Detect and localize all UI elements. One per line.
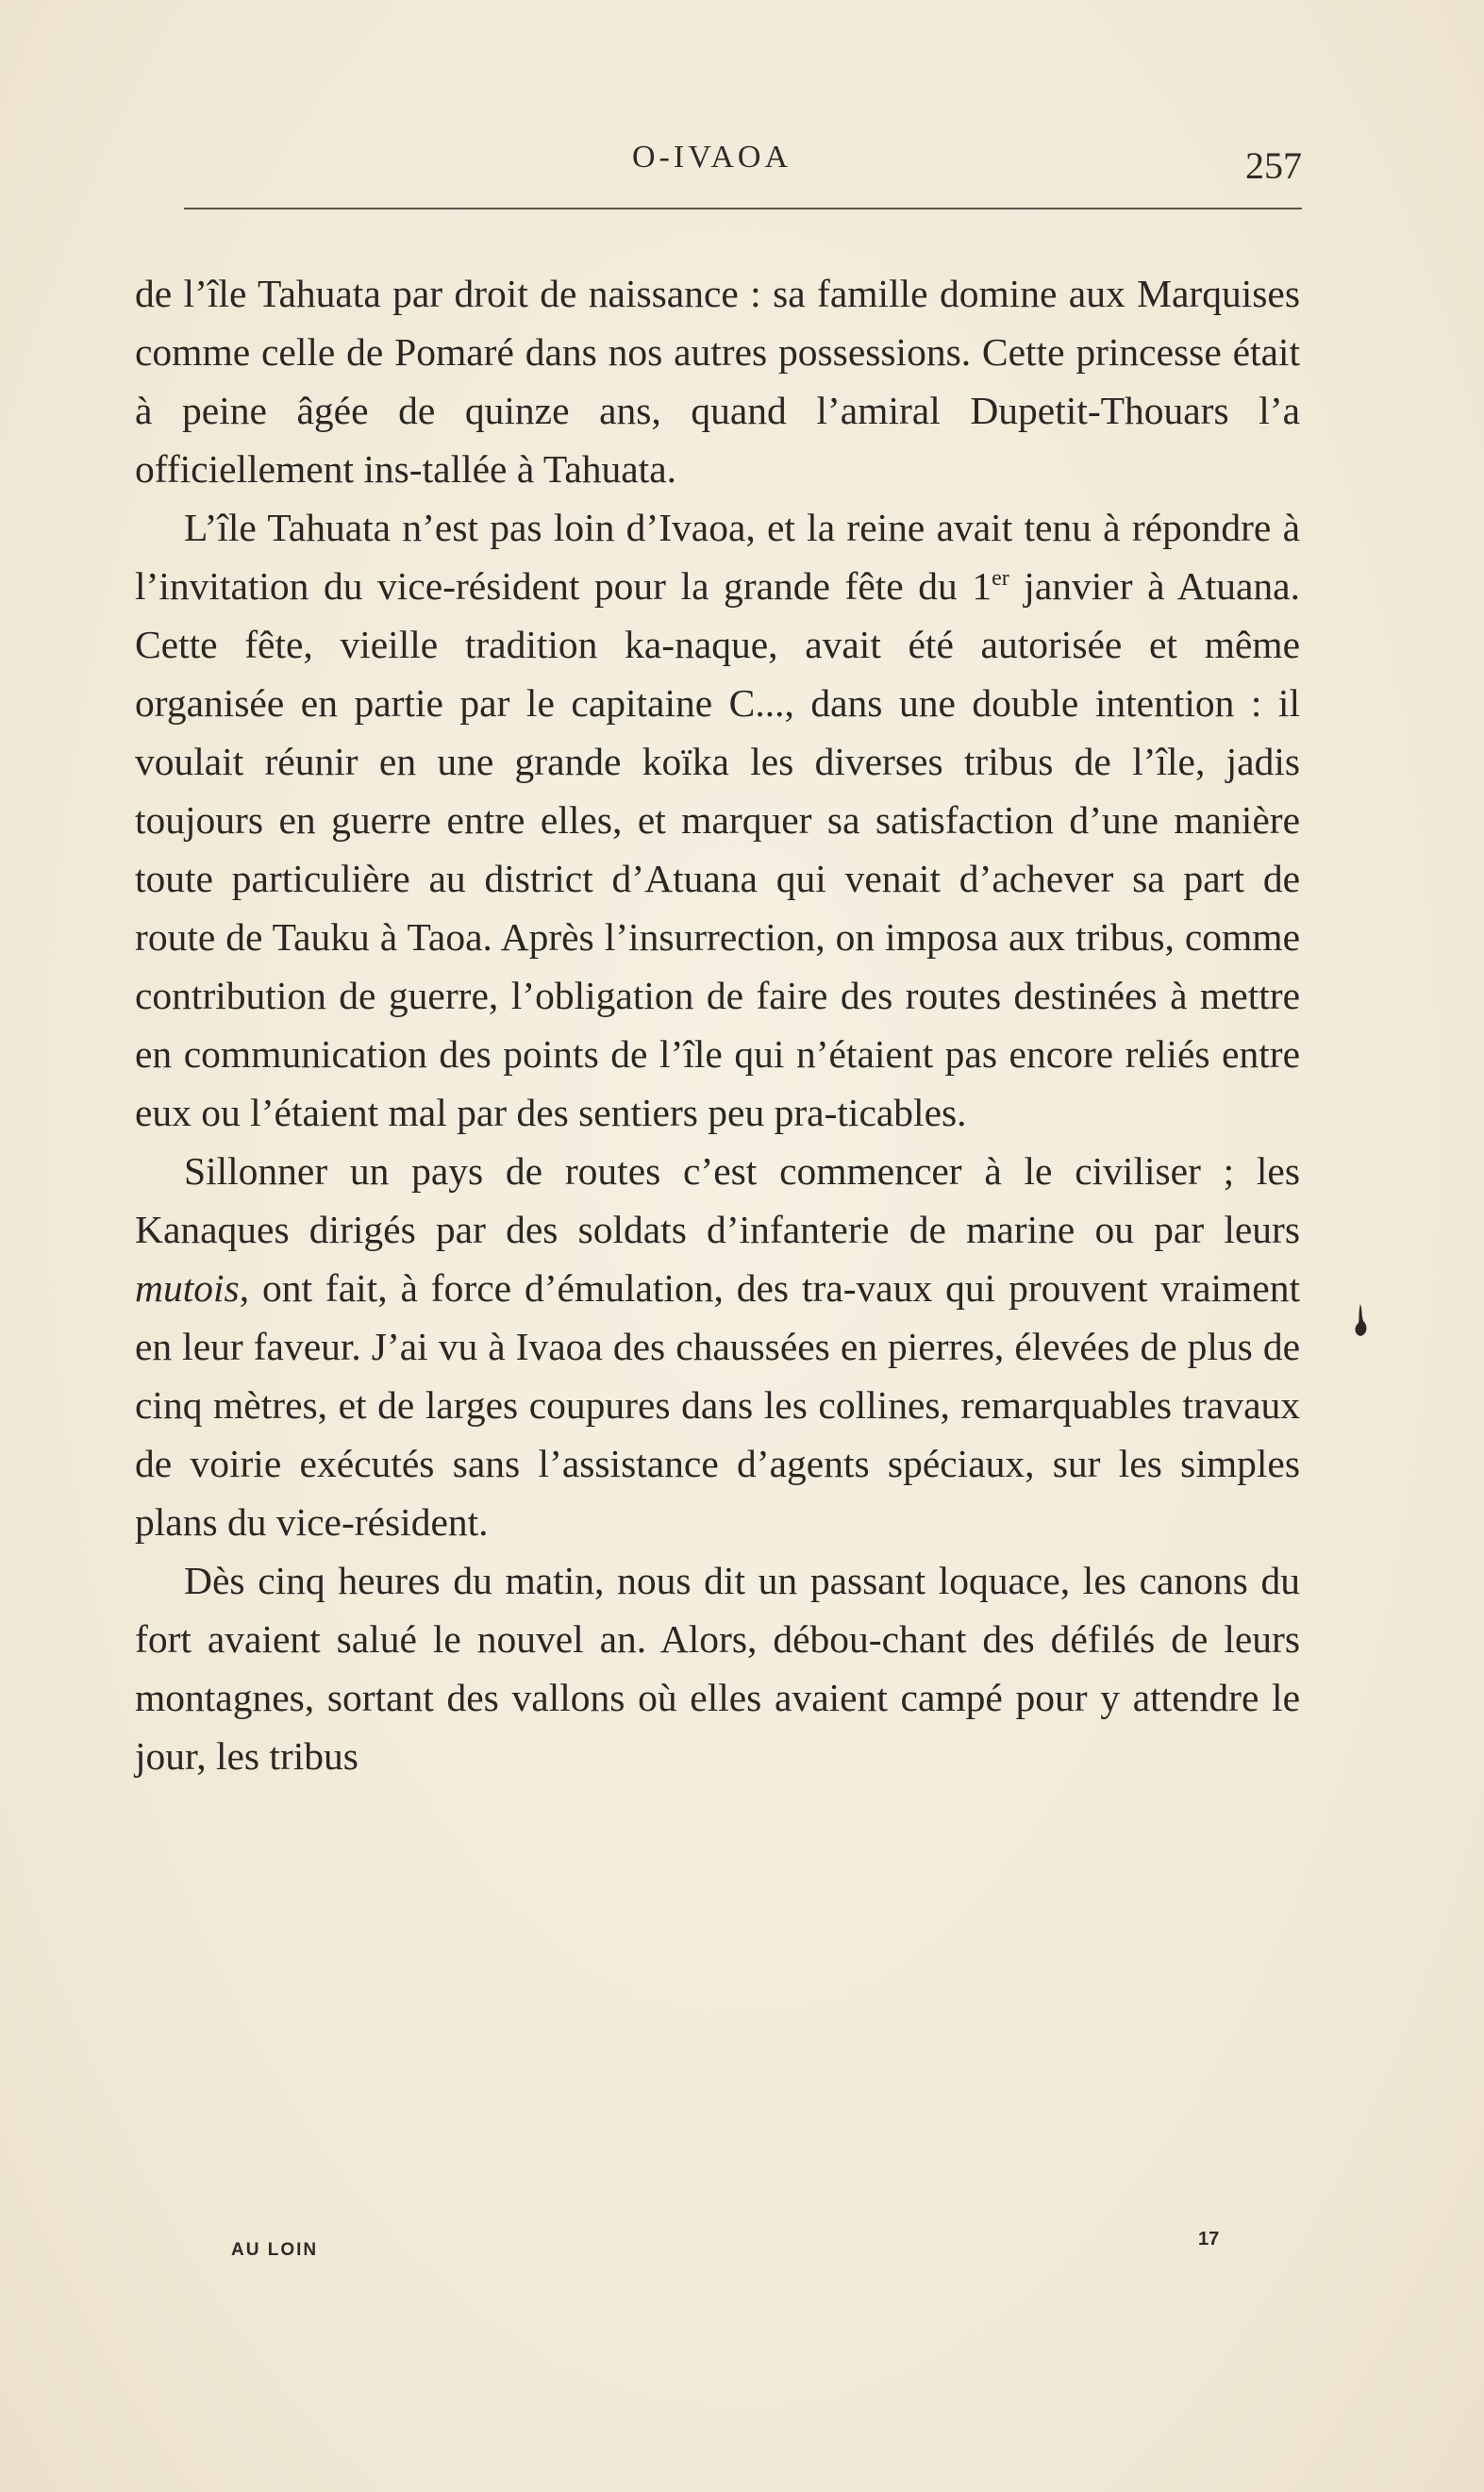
paragraph-2 xyxy=(135,498,1300,1142)
paragraph-4 xyxy=(135,1551,1300,1785)
text-run: Sillonner un pays de routes c’est commencer à le civiliser ; les Kanaques dirigés par des soldats d’infanterie de marine ou par leurs xyxy=(135,1149,1300,1251)
page-header xyxy=(189,140,1302,187)
text-run: L’île Tahuata n’est pas loin d’Ivaoa, et la reine avait tenu à répondre à l’invitation du vice-résident pour la grande fête du 1 xyxy=(135,506,1300,608)
text-run: , ont fait, à force d’émulation, des tra-vaux qui prouvent vraiment en leur faveur. J’ai vu à Ivaoa des chaussées en pierres, élevées de plus de cinq mètres, et de larges coupures dans les collines, remarquables travaux de voirie exécutés sans l’assistance d’agents spéciaux, sur les simples plans du vice-résident. xyxy=(135,1266,1300,1544)
ink-blot-mark xyxy=(1349,1302,1372,1340)
superscript: er xyxy=(992,566,1009,592)
page-footer xyxy=(231,2229,1269,2266)
text-run: Dès cinq heures du matin, nous dit un passant loquace, les canons du fort avaient salué le nouvel an. Alors, débou-chant des défilés de leurs montagnes, sortant des vallons où elles avaient campé pour y attendre le jour, les tribus xyxy=(135,1559,1300,1778)
text-run: janvier à Atuana. Cette fête, vieille tradition ka-naque, avait été autorisée et même organisée en partie par le capitaine C..., dans une double intention : il voulait réunir en une grande koïka les diverses tribus de l’île, jadis toujours en guerre entre elles, et marquer sa satisfaction d’une manière toute particulière au district d’Atuana qui venait d’achever sa part de route de Tauku à Taoa. Après l’insurrection, on imposa aux tribus, comme contribution de guerre, l’obligation de faire des routes destinées à mettre en communication des points de l’île qui n’étaient pas encore reliés entre eux ou l’étaient mal par des sentiers peu pra-ticables. xyxy=(135,564,1300,1134)
running-title: O-IVAOA xyxy=(632,140,792,175)
sheet-number: 17 xyxy=(1198,2229,1220,2249)
header-rule xyxy=(184,208,1302,209)
paragraph-3 xyxy=(135,1142,1300,1551)
signature-mark: AU LOIN xyxy=(231,2240,319,2260)
italic-term: mutois xyxy=(135,1266,240,1310)
page-number: 257 xyxy=(1245,144,1302,187)
body-text xyxy=(135,264,1300,1785)
paragraph-1 xyxy=(135,264,1300,498)
text-run: de l’île Tahuata par droit de naissance : sa famille domine aux Marquises comme celle de Pomaré dans nos autres possessions. Cette princesse était à peine âgée de quinze ans, quand l’amiral Dupetit-Thouars l’a officiellement ins-tallée à Tahuata. xyxy=(135,272,1300,491)
